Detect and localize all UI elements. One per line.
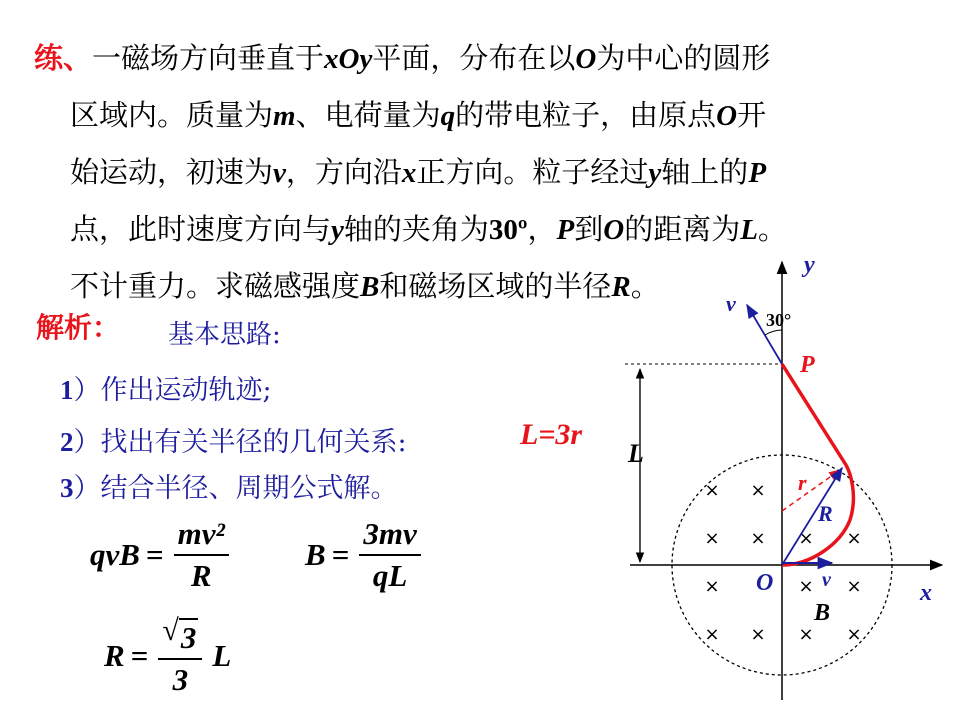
step-1-number: 1 — [60, 375, 74, 405]
text-run: 的距离为 — [624, 212, 741, 246]
step-1-text: ）作出运动轨迹; — [73, 375, 272, 406]
text-run: y — [331, 214, 344, 246]
text-run: ，方向沿 — [285, 155, 402, 189]
y-axis-label: y — [804, 252, 815, 278]
step-2-number: 2 — [60, 427, 74, 457]
idea-label: 基本思路: — [168, 320, 281, 350]
eq1-numerator: mv² — [174, 516, 229, 556]
text-run: ， — [527, 212, 557, 246]
angle-arc — [765, 330, 782, 335]
eq2-numerator: 3mv — [359, 516, 420, 556]
radius-r-label: r — [798, 470, 807, 495]
text-run: 区域内。质量为 — [70, 98, 274, 132]
text-run: 轴上的 — [661, 155, 749, 189]
text-run: O — [603, 214, 625, 246]
radius-relation: L=3r — [520, 418, 583, 451]
problem-lead: 练、 — [34, 41, 93, 75]
eq3-tail: L — [212, 638, 232, 673]
text-run: m — [273, 100, 296, 132]
text-run: B — [360, 271, 380, 303]
text-run: R — [611, 271, 631, 303]
field-mark: × — [846, 576, 862, 597]
text-run: 开 — [737, 98, 767, 132]
eq3-equals: = — [130, 638, 149, 673]
step-3-text: ）结合半径、周期公式解。 — [73, 473, 398, 504]
text-run: 的带电粒子，由原点 — [455, 98, 717, 132]
field-mark: × — [704, 480, 720, 501]
field-mark: × — [750, 480, 766, 501]
text-run: 。 — [630, 269, 660, 303]
eq1-denominator: R — [190, 558, 212, 593]
velocity-bottom-label: v — [822, 569, 831, 591]
analysis-label: 解析： — [36, 311, 121, 344]
point-p-label: P — [800, 352, 815, 378]
text-run: P — [556, 214, 575, 246]
field-mark: × — [846, 528, 862, 549]
text-run: 、电荷量为 — [295, 98, 441, 132]
text-run: 轴的夹角为 — [343, 212, 489, 246]
eq1-equals: = — [145, 537, 164, 572]
text-run: 为中心的圆形 — [596, 41, 771, 75]
text-run: 点，此时速度方向与 — [70, 212, 332, 246]
text-run: O — [575, 43, 597, 75]
text-run: 一磁场方向垂直于 — [92, 41, 325, 75]
text-run: y — [648, 157, 662, 189]
text-run: 正方向。粒子经过 — [416, 155, 649, 189]
field-mark: × — [798, 576, 814, 597]
eq2-equals: = — [331, 537, 350, 572]
field-mark: × — [750, 528, 766, 549]
radius-big-r-label: R — [818, 501, 833, 526]
eq3-lhs: R — [104, 638, 125, 673]
text-run: 到 — [574, 212, 604, 246]
field-mark: × — [798, 624, 814, 645]
eq2-lhs: B — [305, 537, 326, 572]
field-mark: × — [798, 528, 814, 549]
velocity-top-label: v — [726, 291, 736, 316]
eq2-denominator: qL — [372, 558, 408, 593]
field-mark: × — [704, 576, 720, 597]
text-run: L — [740, 214, 758, 246]
field-mark: × — [704, 624, 720, 645]
particle-trajectory — [782, 364, 853, 565]
text-run: P — [748, 157, 767, 189]
text-run: v — [273, 157, 286, 189]
text-run: q — [440, 100, 456, 132]
origin-o-label: O — [756, 570, 774, 596]
eq3-radicand: 3 — [180, 620, 197, 655]
text-run: O — [716, 100, 738, 132]
field-mark: × — [704, 528, 720, 549]
text-run: 不计重力。求磁感强度 — [70, 269, 361, 303]
text-run: 。 — [757, 212, 787, 246]
text-run: 始运动，初速为 — [70, 155, 274, 189]
text-run: xOy — [324, 43, 373, 75]
text-run: 30º — [488, 214, 528, 246]
text-run: 和磁场区域的半径 — [379, 269, 612, 303]
field-mark: × — [846, 624, 862, 645]
sqrt-symbol: √ — [162, 614, 179, 647]
field-mark: × — [750, 624, 766, 645]
step-2-text: ）找出有关半径的几何关系: — [73, 427, 407, 458]
step-3-number: 3 — [60, 473, 74, 503]
angle-label: 30° — [766, 310, 792, 330]
text-run: x — [401, 157, 417, 189]
radius-big-r-vector — [782, 468, 842, 565]
field-b-label: B — [814, 600, 831, 626]
eq3-denominator: 3 — [172, 662, 189, 697]
eq1-lhs: qvB — [90, 537, 140, 572]
distance-l-label: L — [628, 439, 644, 468]
text-run: 平面，分布在以 — [372, 41, 576, 75]
x-axis-label: x — [920, 580, 932, 606]
